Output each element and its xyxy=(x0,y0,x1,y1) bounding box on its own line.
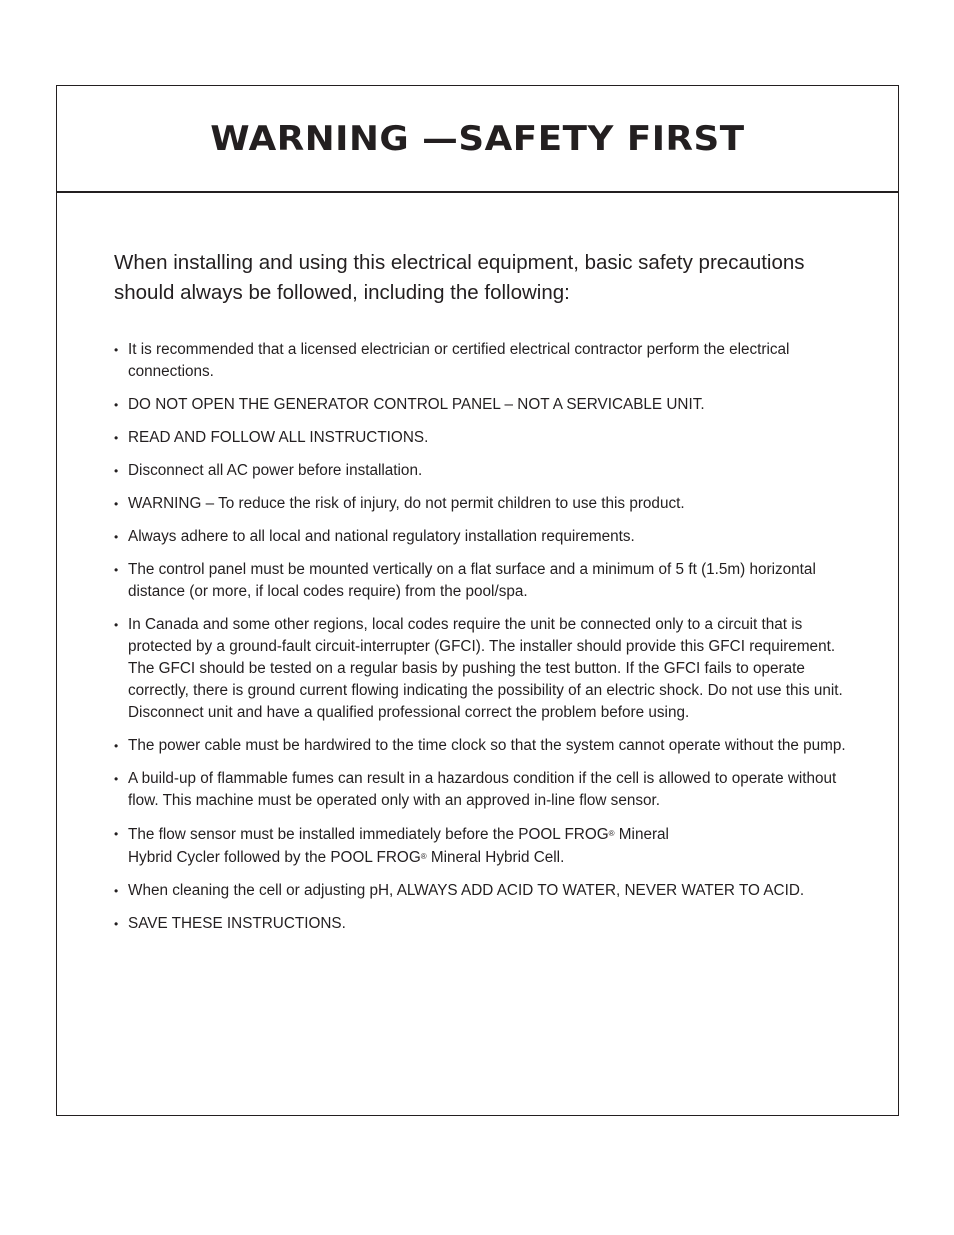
bullet-icon: • xyxy=(114,343,119,357)
list-item xyxy=(114,394,854,416)
list-item-text: Always adhere to all local and national regulatory installation requirements. xyxy=(128,528,635,545)
bullet-icon: • xyxy=(114,431,119,445)
list-item xyxy=(114,913,854,935)
list-item-text: Disconnect all AC power before installation. xyxy=(128,462,423,479)
registered-mark: ® xyxy=(420,852,427,861)
bullet-icon: • xyxy=(114,563,119,577)
list-item-text: The power cable must be hardwired to the time clock so that the system cannot operate without the pump. xyxy=(128,737,846,754)
list-item xyxy=(114,735,854,757)
bullet-icon: • xyxy=(114,530,119,544)
list-item xyxy=(114,559,854,603)
bullet-icon: • xyxy=(114,884,119,898)
list-item xyxy=(114,493,854,515)
flow-sensor-text-2: Mineral xyxy=(614,826,669,843)
registered-mark: ® xyxy=(608,829,615,838)
list-item-text: When cleaning the cell or adjusting pH, ALWAYS ADD ACID TO WATER, NEVER WATER TO ACID. xyxy=(128,882,805,899)
title-box xyxy=(57,86,898,192)
page-title: WARNING —SAFETY FIRST xyxy=(210,119,745,159)
bullet-icon: • xyxy=(114,917,119,931)
flow-sensor-text-3: Hybrid Cycler followed by the POOL FROG xyxy=(128,849,421,866)
list-item xyxy=(114,614,854,724)
bullet-icon: • xyxy=(114,827,119,841)
list-item xyxy=(114,526,854,548)
list-item-text: It is recommended that a licensed electrician or certified electrical contractor perform the electrical connections. xyxy=(128,341,790,380)
list-item xyxy=(114,880,854,902)
list-item-text: The control panel must be mounted vertically on a flat surface and a minimum of 5 ft (1.5m) horizontal distance (or more, if local codes require) from the pool/spa. xyxy=(128,561,816,600)
list-item xyxy=(114,768,854,812)
list-item-text: READ AND FOLLOW ALL INSTRUCTIONS. xyxy=(128,429,429,446)
warning-frame xyxy=(56,85,899,1116)
intro-paragraph: When installing and using this electrical equipment, basic safety precautions should always be followed, including the following: xyxy=(114,251,805,304)
list-item-text: DO NOT OPEN THE GENERATOR CONTROL PANEL – NOT A SERVICABLE UNIT. xyxy=(128,396,705,413)
list-item-text: In Canada and some other regions, local codes require the unit be connected only to a circuit that is protected by a ground-fault circuit-interrupter (GFCI). The installer should provide this GFCI requirement. The GFCI should be tested on a regular basis by pushing the test button. If the GFCI fails to operate correctly, there is ground current flowing indicating the possibility of an electric shock. Do not use this unit. Disconnect unit and have a qualified professional correct the problem before using. xyxy=(128,616,843,721)
safety-list xyxy=(114,339,854,946)
title-divider xyxy=(56,191,898,193)
bullet-icon: • xyxy=(114,618,119,632)
list-item-text: WARNING – To reduce the risk of injury, do not permit children to use this product. xyxy=(128,495,685,512)
flow-sensor-text-4: Mineral Hybrid Cell. xyxy=(426,849,565,866)
list-item xyxy=(114,427,854,449)
list-item xyxy=(114,339,854,383)
bullet-icon: • xyxy=(114,398,119,412)
bullet-icon: • xyxy=(114,464,119,478)
list-item-flow-sensor xyxy=(114,823,854,869)
bullet-icon: • xyxy=(114,772,119,786)
bullet-icon: • xyxy=(114,497,119,511)
list-item xyxy=(114,460,854,482)
list-item-text: A build-up of flammable fumes can result in a hazardous condition if the cell is allowed to operate without flow. This machine must be operated only with an approved in-line flow sensor. xyxy=(128,770,837,809)
bullet-icon: • xyxy=(114,739,119,753)
flow-sensor-text-1: The flow sensor must be installed immediately before the POOL FROG xyxy=(128,826,609,843)
list-item-text: SAVE THESE INSTRUCTIONS. xyxy=(128,915,346,932)
